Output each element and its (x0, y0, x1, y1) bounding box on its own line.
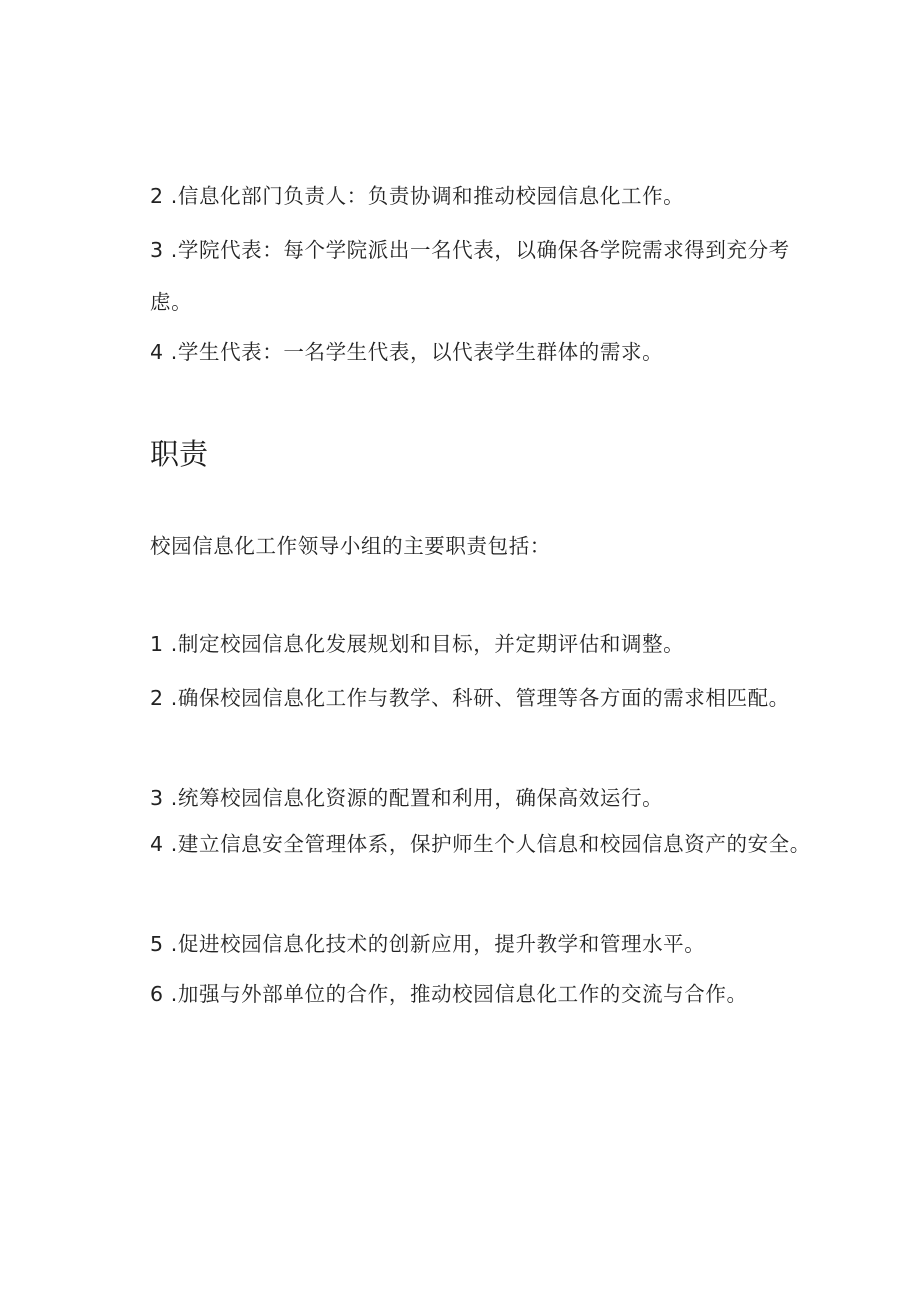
list-item: 3 .学院代表：每个学院派出一名代表，以确保各学院需求得到充分考虑。 (150, 238, 790, 314)
list-item: 5 .促进校园信息化技术的创新应用，提升教学和管理水平。 (150, 932, 706, 956)
section-intro: 校园信息化工作领导小组的主要职责包括： (150, 534, 551, 558)
section-heading: 职责 (150, 437, 209, 471)
list-item: 2 .信息化部门负责人：负责协调和推动校园信息化工作。 (150, 184, 685, 208)
list-item: 2 .确保校园信息化工作与教学、科研、管理等各方面的需求相匹配。 (150, 686, 790, 710)
list-item: 6 .加强与外部单位的合作，推动校园信息化工作的交流与合作。 (150, 982, 748, 1006)
list-item: 4 .建立信息安全管理体系，保护师生个人信息和校园信息资产的安全。 (150, 832, 811, 856)
list-item: 3 .统筹校园信息化资源的配置和利用，确保高效运行。 (150, 786, 664, 810)
list-item: 1 .制定校园信息化发展规划和目标，并定期评估和调整。 (150, 632, 685, 656)
list-item: 4 .学生代表：一名学生代表，以代表学生群体的需求。 (150, 340, 664, 364)
